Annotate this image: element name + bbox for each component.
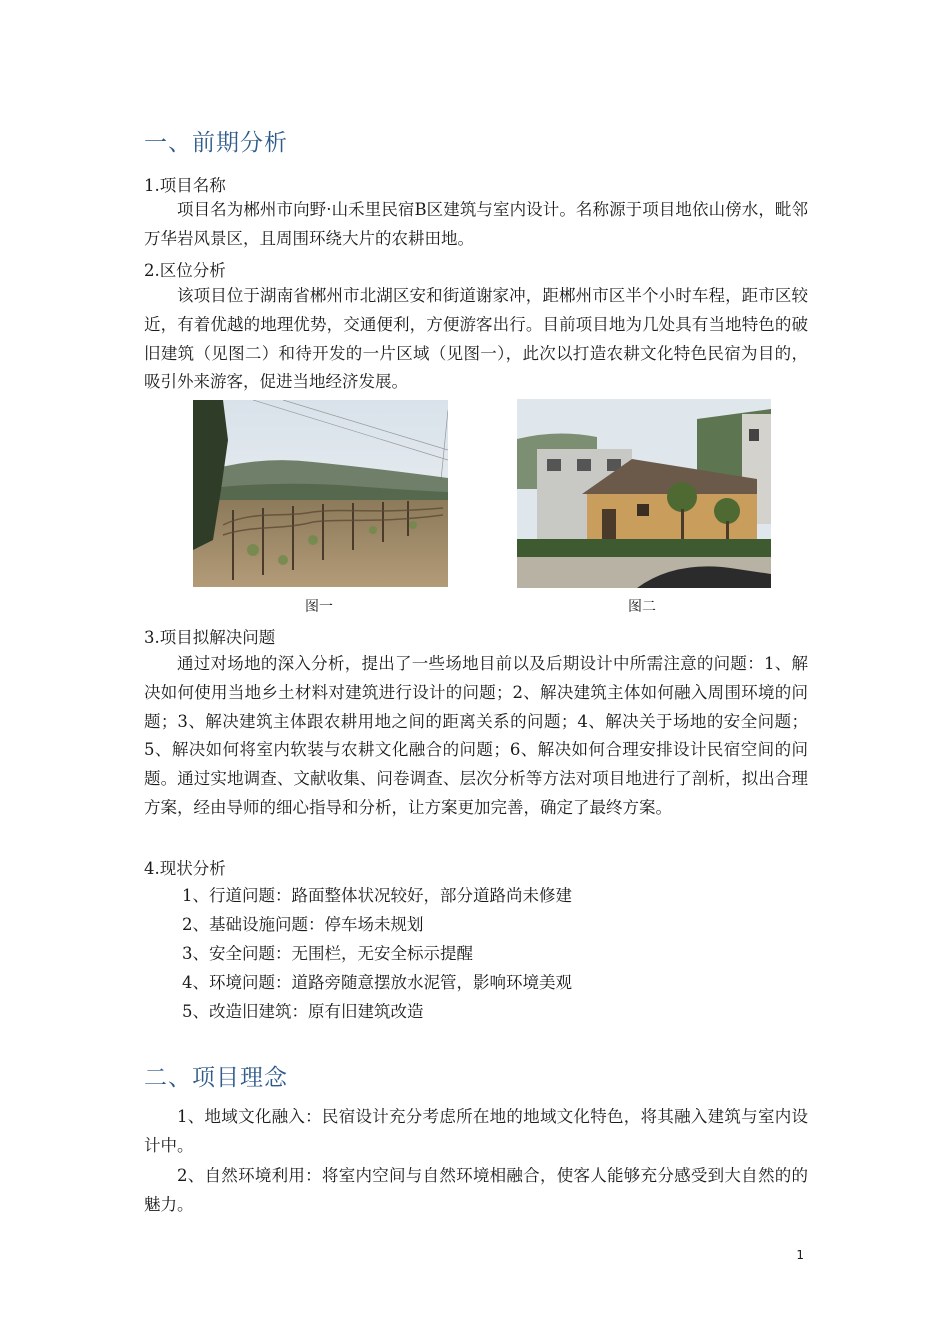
page-number: 1 [796, 1248, 804, 1262]
figure-1-vineyard-photo [193, 400, 448, 587]
list-item: 5、改造旧建筑：原有旧建筑改造 [182, 1002, 424, 1021]
list-item: 2、基础设施问题：停车场未规划 [182, 915, 424, 934]
section-heading-analysis: 一、前期分析 [144, 130, 288, 156]
paragraph-concept-1: 1、地域文化融入：民宿设计充分考虑所在地的地域文化特色，将其融入建筑与室内设计中。 [144, 1107, 808, 1155]
paragraph-location: 该项目位于湖南省郴州市北湖区安和街道谢家冲，距郴州市区半个小时车程，距市区较近，有着优越的地理优势，交通便利，方便游客出行。目前项目地为几处具有当地特色的破旧建筑（见图二）和待开发的一片区域（见图一），此次以打造农耕文化特色民宿为目的，吸引外来游客，促进当地经济发展。 [144, 286, 808, 392]
list-item: 4、环境问题：道路旁随意摆放水泥管，影响环境美观 [182, 973, 572, 992]
paragraph-project-name: 项目名为郴州市向野·山禾里民宿B区建筑与室内设计。名称源于项目地依山傍水，毗邻万华岩风景区，且周围环绕大片的农耕田地。 [144, 200, 808, 248]
subheading-problems: 3.项目拟解决问题 [144, 628, 276, 647]
subheading-project-name: 1.项目名称 [144, 176, 226, 195]
subheading-location: 2.区位分析 [144, 261, 226, 280]
section-heading-concept: 二、项目理念 [144, 1065, 288, 1091]
paragraph-concept-2: 2、自然环境利用：将室内空间与自然环境相融合，使客人能够充分感受到大自然的的魅力。 [144, 1166, 808, 1214]
paragraph-problems: 通过对场地的深入分析，提出了一些场地目前以及后期设计中所需注意的问题：1、解决如何使用当地乡土材料对建筑进行设计的问题；2、解决建筑主体如何融入周围环境的问题；3、解决建筑主体跟农耕用地之间的距离关系的问题；4、解决关于场地的安全问题；5、解决如何将室内软装与农耕文化融合的问题；6、解决如何合理安排设计民宿空间的问题。通过实地调查、文献收集、问卷调查、层次分析等方法对项目地进行了剖析，拟出合理方案，经由导师的细心指导和分析，让方案更加完善，确定了最终方案。 [144, 654, 808, 817]
list-item: 3、安全问题：无围栏，无安全标示提醒 [182, 944, 473, 963]
figure-2-caption: 图二 [628, 599, 656, 615]
figure-2-old-house-photo [517, 399, 771, 588]
subheading-status: 4.现状分析 [144, 859, 226, 878]
figure-1-caption: 图一 [305, 599, 333, 615]
list-item: 1、行道问题：路面整体状况较好，部分道路尚未修建 [182, 886, 572, 905]
